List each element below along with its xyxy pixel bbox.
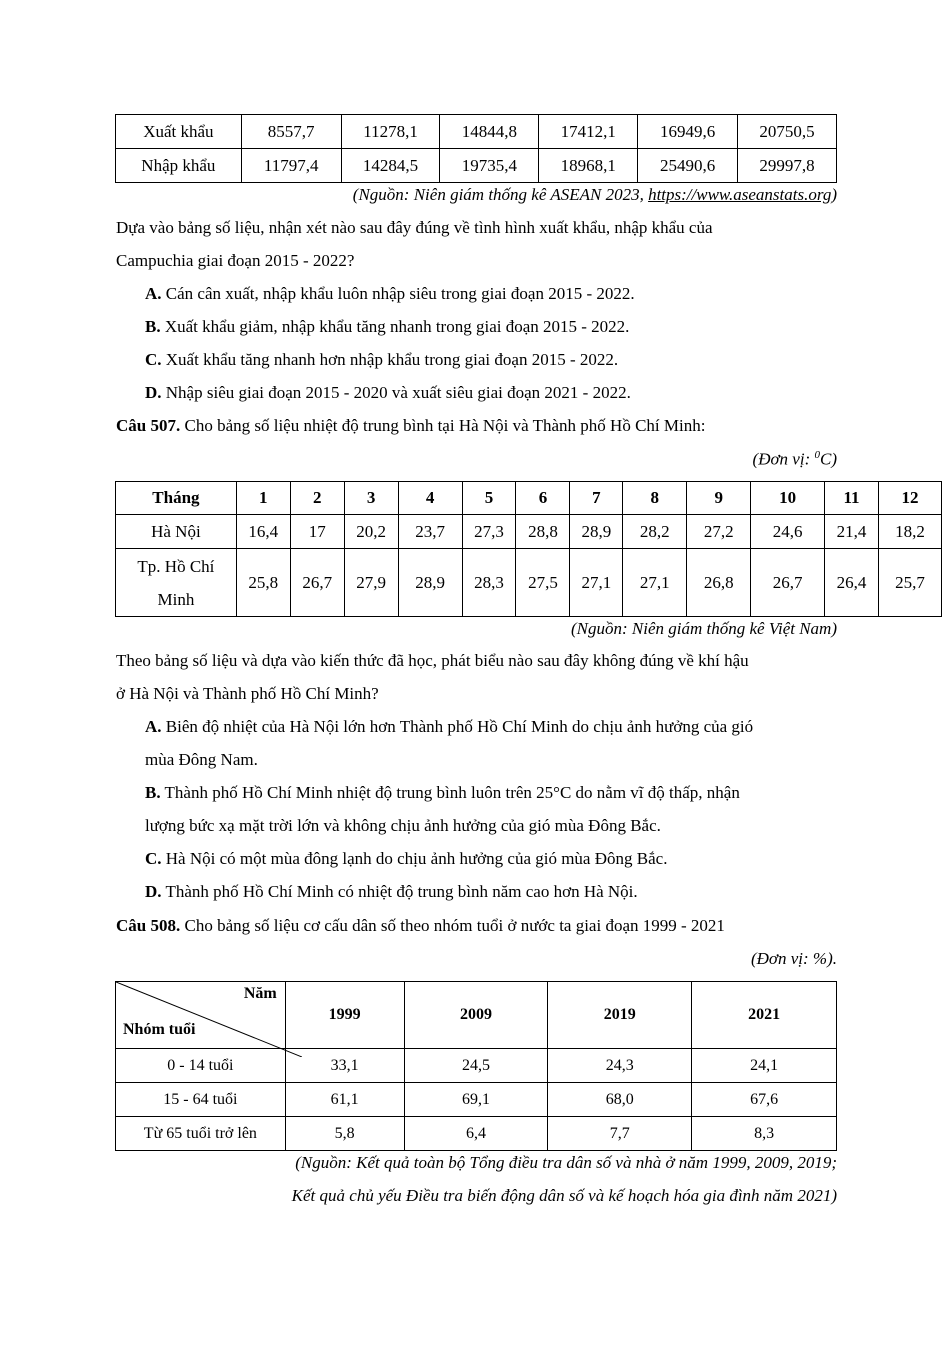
q507-option-b-cont: lượng bức xạ mặt trời lớn và không chịu ảnh hưởng của gió mùa Đông Bắc. bbox=[145, 816, 661, 835]
table-cell: 16,4 bbox=[236, 515, 290, 549]
table-cell: 5,8 bbox=[285, 1117, 404, 1151]
column-header: 7 bbox=[570, 482, 623, 515]
table-row bbox=[116, 549, 942, 617]
table-cell: 27,3 bbox=[462, 515, 516, 549]
row-label: Từ 65 tuổi trở lên bbox=[116, 1117, 286, 1151]
row-label: 15 - 64 tuổi bbox=[116, 1083, 286, 1117]
q507-stem: Câu 507. Cho bảng số liệu nhiệt độ trung bình tại Hà Nội và Thành phố Hồ Chí Minh: bbox=[116, 416, 706, 435]
table-cell: 17 bbox=[290, 515, 344, 549]
table-cell: 23,7 bbox=[398, 515, 462, 549]
population-table bbox=[115, 981, 837, 1151]
corner-group-label: Nhóm tuổi bbox=[123, 1021, 196, 1038]
table-row bbox=[116, 1083, 837, 1117]
q507-option-c: C. Hà Nội có một mùa đông lạnh do chịu ảnh hưởng của gió mùa Đông Bắc. bbox=[145, 849, 668, 868]
q506-option-b: B. Xuất khẩu giảm, nhập khẩu tăng nhanh trong giai đoạn 2015 - 2022. bbox=[145, 317, 630, 336]
column-header: 4 bbox=[398, 482, 462, 515]
source-link[interactable]: https://www.aseanstats.org bbox=[648, 185, 832, 204]
table-cell: 27,9 bbox=[344, 549, 398, 617]
q507-option-d: D. Thành phố Hồ Chí Minh có nhiệt độ trung bình năm cao hơn Hà Nội. bbox=[145, 882, 638, 901]
table-cell: 14844,8 bbox=[440, 115, 539, 149]
table-cell: 68,0 bbox=[548, 1083, 692, 1117]
table-cell: 61,1 bbox=[285, 1083, 404, 1117]
column-header: 11 bbox=[825, 482, 879, 515]
row-label: Hà Nội bbox=[116, 515, 237, 549]
q507-option-a: A. Biên độ nhiệt của Hà Nội lớn hơn Thành phố Hồ Chí Minh do chịu ảnh hưởng của gió bbox=[145, 717, 754, 736]
trade-source: (Nguồn: Niên giám thống kê ASEAN 2023, https://www.aseanstats.org) bbox=[352, 185, 837, 204]
temperature-table bbox=[115, 481, 942, 617]
table-row bbox=[116, 115, 837, 149]
table-cell: 25,8 bbox=[236, 549, 290, 617]
table-cell: 24,1 bbox=[692, 1049, 837, 1083]
table-cell: 27,1 bbox=[570, 549, 623, 617]
table-cell: 26,7 bbox=[751, 549, 825, 617]
table-cell: 16949,6 bbox=[638, 115, 738, 149]
column-header: 2 bbox=[290, 482, 344, 515]
table-cell: 26,7 bbox=[290, 549, 344, 617]
q508-stem: Câu 508. Cho bảng số liệu cơ cấu dân số theo nhóm tuổi ở nước ta giai đoạn 1999 - 2021 bbox=[116, 916, 725, 935]
table-cell: 20,2 bbox=[344, 515, 398, 549]
table-cell: 69,1 bbox=[404, 1083, 548, 1117]
table-cell: 14284,5 bbox=[341, 149, 440, 183]
q507-option-b: B. Thành phố Hồ Chí Minh nhiệt độ trung bình luôn trên 25°C do nằm vĩ độ thấp, nhận bbox=[145, 783, 740, 802]
corner-year-label: Năm bbox=[243, 985, 277, 1002]
q506-option-c: C. Xuất khẩu tăng nhanh hơn nhập khẩu trong giai đoạn 2015 - 2022. bbox=[145, 350, 619, 369]
q507-stem2-line2: ở Hà Nội và Thành phố Hồ Chí Minh? bbox=[116, 684, 379, 703]
q506-option-a: A. Cán cân xuất, nhập khẩu luôn nhập siêu trong giai đoạn 2015 - 2022. bbox=[145, 284, 635, 303]
table-cell: 8,3 bbox=[692, 1117, 837, 1151]
table-cell: 21,4 bbox=[825, 515, 879, 549]
table-cell: 27,2 bbox=[687, 515, 751, 549]
row-label: Nhập khẩu bbox=[116, 149, 242, 183]
table-cell: 28,9 bbox=[398, 549, 462, 617]
column-header: 9 bbox=[687, 482, 751, 515]
table-cell: 28,3 bbox=[462, 549, 516, 617]
table-row bbox=[116, 149, 837, 183]
table-cell: 26,4 bbox=[825, 549, 879, 617]
column-header: 6 bbox=[516, 482, 570, 515]
q508-unit: (Đơn vị: %). bbox=[750, 949, 837, 968]
column-header: 10 bbox=[751, 482, 825, 515]
q506-stem-line1: Dựa vào bảng số liệu, nhận xét nào sau đây đúng về tình hình xuất khẩu, nhập khẩu của bbox=[116, 218, 713, 237]
q506-option-d: D. Nhập siêu giai đoạn 2015 - 2020 và xuất siêu giai đoạn 2021 - 2022. bbox=[145, 383, 631, 402]
table-cell: 26,8 bbox=[687, 549, 751, 617]
table-cell: 11278,1 bbox=[341, 115, 440, 149]
q507-option-a-cont: mùa Đông Nam. bbox=[145, 750, 258, 769]
table-cell: 24,6 bbox=[751, 515, 825, 549]
table-cell: 24,5 bbox=[404, 1049, 548, 1083]
table-cell: 11797,4 bbox=[241, 149, 341, 183]
q508-source-line2: Kết quả chủ yếu Điều tra biến động dân số và kế hoạch hóa gia đình năm 2021) bbox=[291, 1186, 837, 1205]
table-cell: 28,9 bbox=[570, 515, 623, 549]
column-header: 1999 bbox=[285, 982, 404, 1049]
table-cell: 20750,5 bbox=[738, 115, 837, 149]
column-header: 1 bbox=[236, 482, 290, 515]
table-cell: 19735,4 bbox=[440, 149, 539, 183]
table-cell: 27,1 bbox=[623, 549, 687, 617]
corner-header bbox=[116, 982, 286, 1049]
table-cell: 33,1 bbox=[285, 1049, 404, 1083]
q506-stem-line2: Campuchia giai đoạn 2015 - 2022? bbox=[116, 251, 355, 270]
column-header: 12 bbox=[878, 482, 941, 515]
table-cell: 17412,1 bbox=[539, 115, 638, 149]
column-header: 2009 bbox=[404, 982, 548, 1049]
table-cell: 8557,7 bbox=[241, 115, 341, 149]
table-cell: 24,3 bbox=[548, 1049, 692, 1083]
column-header: 8 bbox=[623, 482, 687, 515]
q507-stem2-line1: Theo bảng số liệu và dựa vào kiến thức đã học, phát biểu nào sau đây không đúng về khí hậu bbox=[116, 651, 749, 670]
table-cell: 18,2 bbox=[878, 515, 941, 549]
q507-unit: (Đơn vị: $^0$C) bbox=[752, 449, 837, 469]
table-cell: 28,8 bbox=[516, 515, 570, 549]
row-label: Tp. Hồ Chí Minh bbox=[116, 549, 237, 617]
table-cell: 25490,6 bbox=[638, 149, 738, 183]
column-header: 5 bbox=[462, 482, 516, 515]
column-header: Tháng bbox=[116, 482, 237, 515]
q507-source: (Nguồn: Niên giám thống kê Việt Nam) bbox=[571, 619, 837, 638]
q508-source-line1: (Nguồn: Kết quả toàn bộ Tổng điều tra dân số và nhà ở năm 1999, 2009, 2019; bbox=[295, 1153, 837, 1172]
column-header: 3 bbox=[344, 482, 398, 515]
table-header-row bbox=[116, 982, 837, 1049]
table-cell: 6,4 bbox=[404, 1117, 548, 1151]
table-cell: 25,7 bbox=[878, 549, 941, 617]
column-header: 2019 bbox=[548, 982, 692, 1049]
table-cell: 67,6 bbox=[692, 1083, 837, 1117]
table-header-row bbox=[116, 482, 942, 515]
table-cell: 29997,8 bbox=[738, 149, 837, 183]
table-cell: 7,7 bbox=[548, 1117, 692, 1151]
row-label: Xuất khẩu bbox=[116, 115, 242, 149]
table-cell: 27,5 bbox=[516, 549, 570, 617]
table-cell: 28,2 bbox=[623, 515, 687, 549]
table-cell: 18968,1 bbox=[539, 149, 638, 183]
table-row bbox=[116, 1117, 837, 1151]
table-row bbox=[116, 515, 942, 549]
trade-table bbox=[115, 114, 837, 183]
column-header: 2021 bbox=[692, 982, 837, 1049]
row-label: 0 - 14 tuổi bbox=[116, 1049, 286, 1083]
